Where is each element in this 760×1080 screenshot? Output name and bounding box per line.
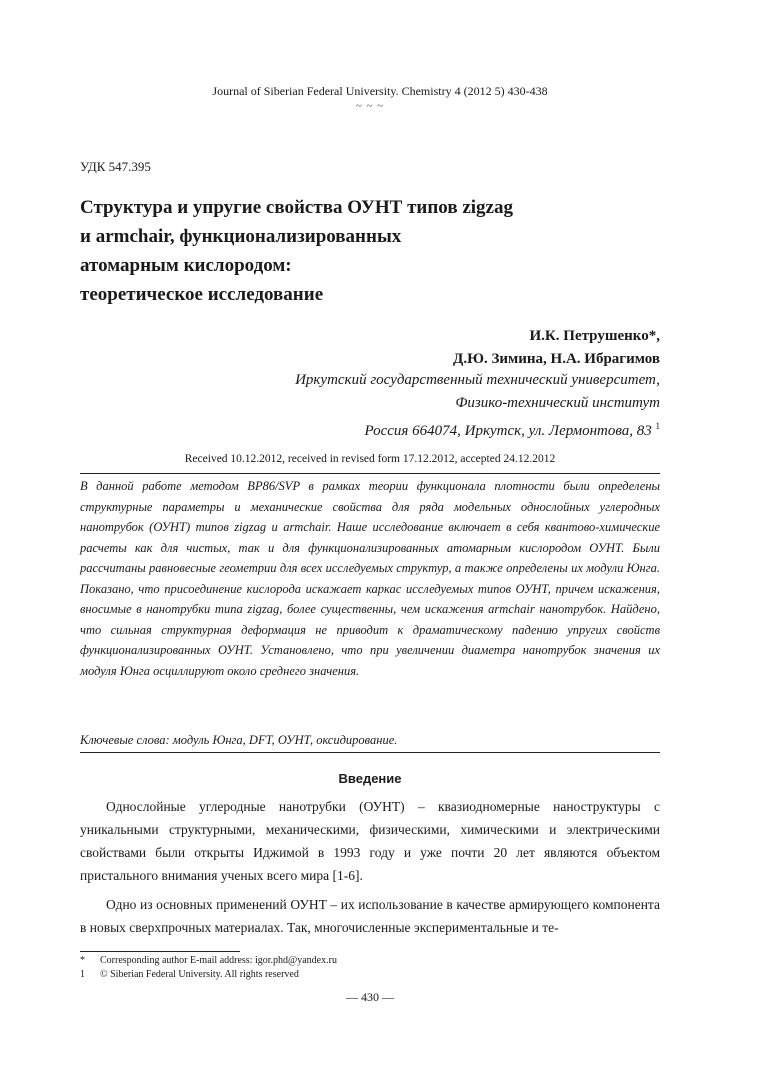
body-text (80, 795, 660, 945)
title-line: атомарным кислородом: (80, 255, 292, 276)
title-line: теоретическое исследование (80, 284, 324, 305)
keywords: Ключевые слова: модуль Юнга, DFT, ОУНТ, оксидирование. (80, 733, 398, 747)
header-separator: ~ ~ ~ (355, 100, 385, 112)
section-heading: Введение (338, 771, 402, 786)
affiliation-line: Физико-технический институт (455, 395, 660, 411)
abstract-bottom-rule (80, 752, 660, 753)
page-number: — 430 — (346, 990, 394, 1004)
received-dates: Received 10.12.2012, received in revised form 17.12.2012, accepted 24.12.2012 (184, 453, 556, 465)
footnote (80, 968, 337, 982)
author-line: Д.Ю. Зимина, Н.А. Ибрагимов (453, 351, 660, 367)
paragraph: Одно из основных применений ОУНТ – их использование в качестве армирующего компонента в новых сверхпрочных материалах. Так, многочисленные экспериментальные и те- (80, 897, 660, 935)
footnote-rule (80, 951, 240, 952)
affiliation-line: Иркутский государственный технический университет, (295, 372, 660, 388)
authors-block (453, 325, 660, 371)
title-line: Структура и упругие свойства ОУНТ типов zigzag (80, 197, 513, 218)
paragraph: Однослойные углеродные нанотрубки (ОУНТ) – квазиодномерные наноструктуры с уникальными структурными, механическими, физическими, химическими и электрическими свойствами были открыты Иджимой в 1993 году и уже почти 20 лет являются объектом пристального внимания ученых всего мира [1-6]. (80, 799, 660, 883)
abstract-text: В данной работе методом BP86/SVP в рамках теории функционала плотности были определены структурные параметры и механические свойства для ряда модельных однослойных углеродных нанотрубок (ОУНТ) типов zigzag и armchair. Наше исследование включает в себя квантово-химические расчеты как для чистых, так и для функционализированных атомарным кислородом ОУНТ. Были рассчитаны равновесные геометрии для всех исследуемых структур, а также определены их модули Юнга. Показано, что присоединение кислорода искажает каркас исследуемых типов ОУНТ, причем искажения, вносимые в нанотрубки типа zigzag, более существенны, чем искажения armchair нанотрубок. Найдено, что сильная структурная деформация не приводит к драматическому падению упругих свойств функционализированных ОУНТ. Установлено, что при увеличении диаметра нанотрубок значения их модуля Юнга осциллируют около среднего значения. (80, 479, 660, 678)
footnote-mark: * (80, 955, 85, 966)
footnote-mark: 1 (80, 969, 85, 980)
footnotes (80, 954, 337, 982)
title-line: и armchair, функционализированных (80, 226, 402, 247)
journal-header: Journal of Siberian Federal University. Chemistry 4 (2012 5) 430-438 (212, 84, 548, 98)
paper-title (80, 193, 640, 309)
footnote-text: © Siberian Federal University. All rights reserved (100, 969, 299, 980)
udc-code: УДК 547.395 (80, 159, 151, 174)
address-text: Россия 664074, Иркутск, ул. Лермонтова, 83 (364, 423, 652, 439)
affiliation-block (295, 369, 660, 443)
abstract-top-rule (80, 473, 660, 474)
address-footnote-mark: 1 (655, 421, 660, 431)
author-line: И.К. Петрушенко*, (529, 328, 660, 344)
affiliation-address (295, 415, 660, 443)
footnote-text: Corresponding author E-mail address: igor.phd@yandex.ru (100, 955, 337, 966)
footnote (80, 954, 337, 968)
